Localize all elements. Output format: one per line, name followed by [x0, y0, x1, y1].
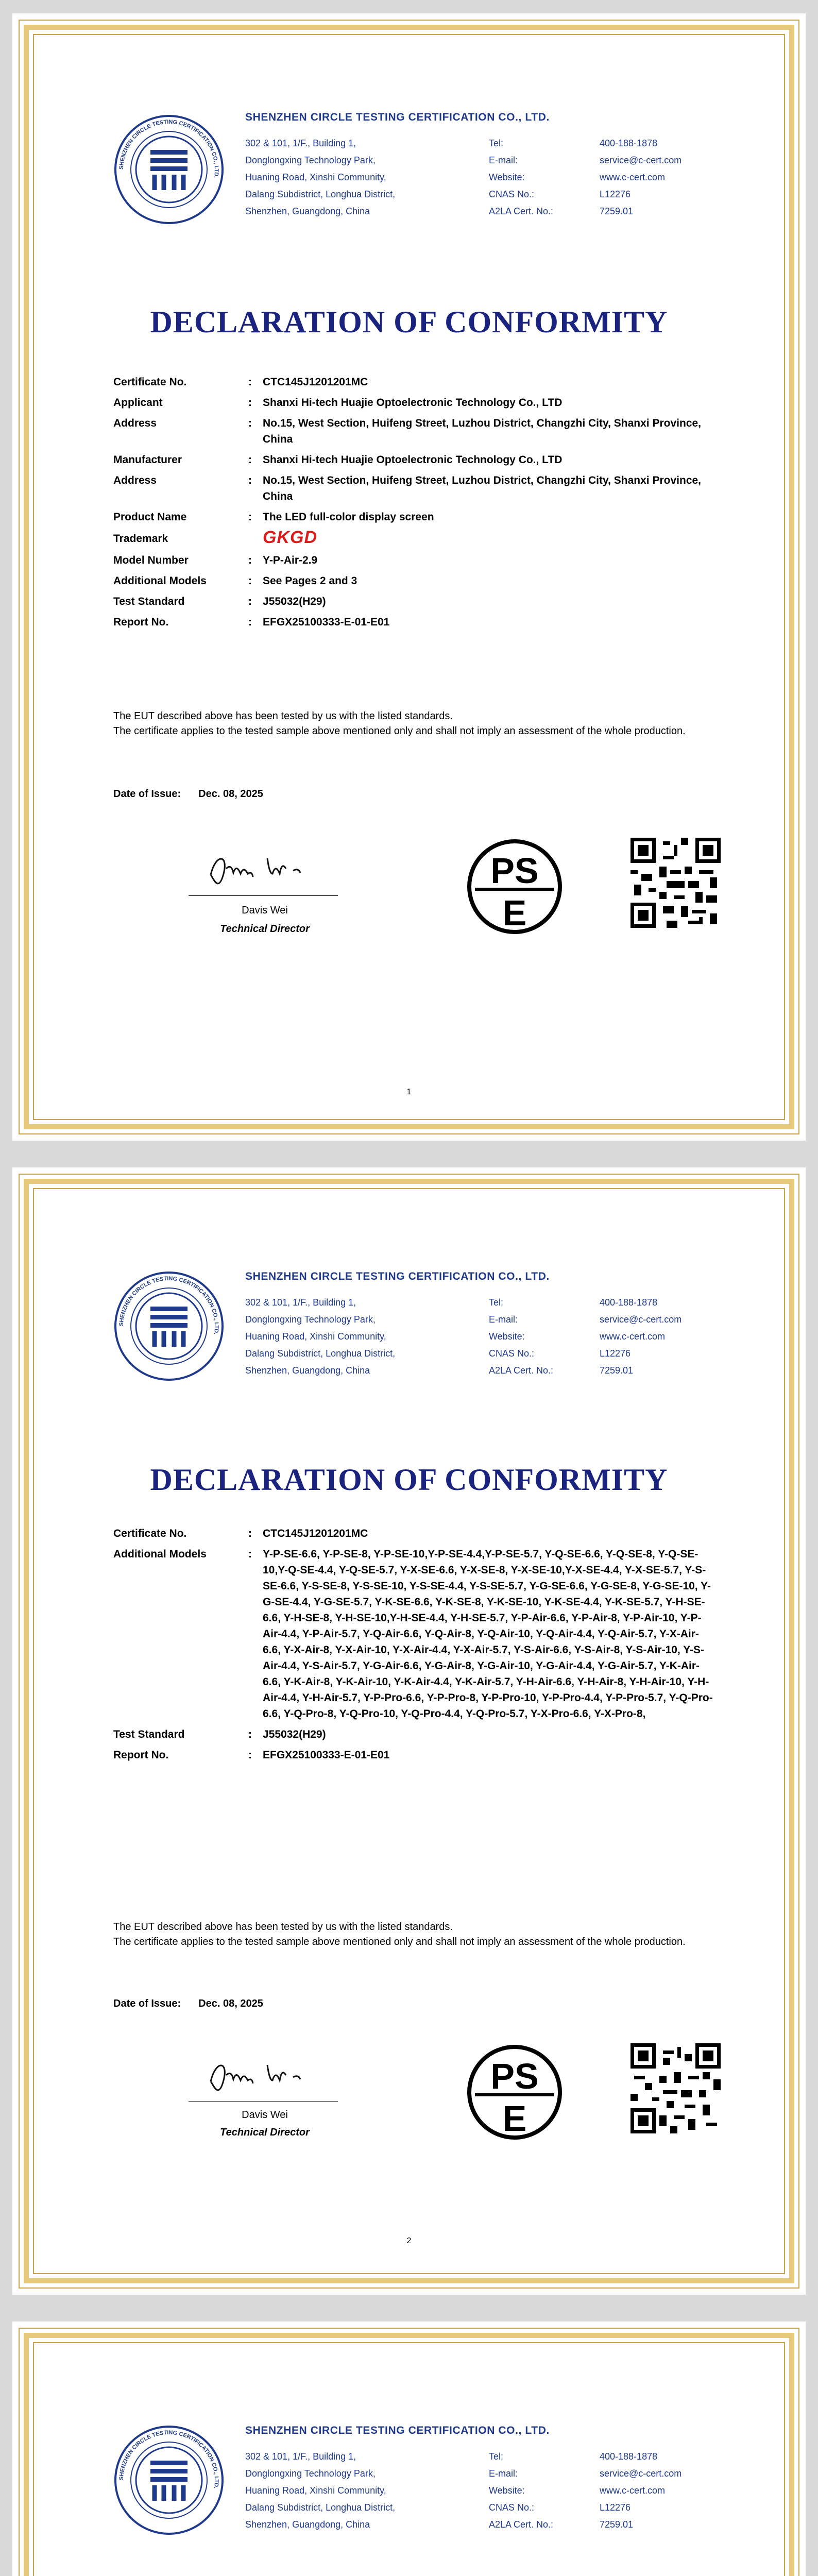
page-title: DECLARATION OF CONFORMITY: [150, 305, 668, 339]
field-trademark: Trademark GKGD: [113, 528, 317, 547]
certificate-page-2: [12, 1167, 806, 2295]
field-certificate-no: Certificate No. : CTC145J1201201MC: [113, 376, 368, 388]
page-number: 2: [406, 2236, 412, 2245]
contact-values: 400-188-1878 service@c-cert.com www.c-cert.com L12276 7259.01: [600, 1297, 682, 1376]
field-certificate-no: Certificate No. : CTC145J1201201MC: [113, 1528, 368, 1539]
certificate-page-1: [12, 13, 806, 1141]
field-manufacturer: Manufacturer : Shanxi Hi-tech Huajie Optoelectronic Technology Co., LTD: [113, 454, 563, 466]
field-test-standard: Test Standard : J55032(H29): [113, 596, 326, 607]
page-title: DECLARATION OF CONFORMITY: [150, 1463, 668, 1497]
svg-text:PS: PS: [490, 2056, 539, 2096]
contact-values: 400-188-1878 service@c-cert.com www.c-cert.com L12276 7259.01: [600, 138, 682, 216]
certificate-fields: [113, 1526, 713, 1768]
svg-text:PS: PS: [490, 851, 539, 891]
field-product-name: Product Name : The LED full-color display screen: [113, 511, 434, 523]
statement: The EUT described above has been tested by us with the listed standards. The certificate applies to the tested sample above mentioned only and shall not imply an assessment of the whole production.: [113, 710, 686, 737]
trademark-logo: GKGD: [263, 528, 317, 547]
company-address: 302 & 101, 1/F., Building 1, Donglongxing Technology Park, Huaning Road, Xinshi Community, Dalang Subdistrict, Longhua District, Shenzhen, Guangdong, China: [245, 2451, 396, 2530]
certificate-page-3: [12, 2321, 806, 2576]
company-name: SHENZHEN CIRCLE TESTING CERTIFICATION CO., LTD.: [245, 111, 550, 123]
seal-text: SHENZHEN CIRCLE TESTING CERTIFICATION CO., LTD.: [118, 118, 220, 179]
statement: The EUT described above has been tested by us with the listed standards. The certificate applies to the tested sample above mentioned only and shall not imply an assessment of the whole production.: [113, 1921, 686, 1947]
field-additional-models: Additional Models : See Pages 2 and 3: [113, 575, 357, 587]
field-additional-models: Additional Models : Y-P-SE-6.6, Y-P-SE-8, Y-P-SE-10,Y-P-SE-4.4,Y-P-SE-5.7, Y-Q-SE-6.6, Y-Q-SE-8, Y-Q-SE-10,Y-Q-SE-4.4, Y-Q-SE-5.7, Y-X-SE-6.6, Y-X-SE-8, Y-X-SE-10,Y-X-SE-4.4, Y-X-SE-5.7, Y-S-SE-6.6, Y-S-SE-8, Y-S-SE-10, Y-S-SE-4.4, Y-S-SE-5.7, Y-G-SE-6.6, Y-G-SE-8, Y-G-SE-10, Y-G-SE-4.4, Y-G-SE-5.7, Y-K-SE-6.6, Y-K-SE-8, Y-K-SE-10, Y-K-SE-4.4, Y-K-SE-5.7, Y-H-SE-6.6, Y-H-SE-8, Y-H-SE-10,Y-H-SE-4.4, Y-H-SE-5.7, Y-P-Air-6.6, Y-P-Air-8, Y-P-Air-10, Y-P-Air-4.4, Y-P-Air-5.7, Y-Q-Air-6.6, Y-Q-Air-8, Y-Q-Air-10, Y-Q-Air-4.4, Y-Q-Air-5.7, Y-X-Air-6.6, Y-X-Air-8, Y-X-Air-10, Y-X-Air-4.4, Y-X-Air-5.7, Y-S-Air-6.6, Y-S-Air-8, Y-S-Air-10, Y-S-Air-4.4, Y-S-Air-5.7, Y-G-Air-6.6, Y-G-Air-8, Y-G-Air-10, Y-G-Air-4.4, Y-G-Air-5.7, Y-K-Air-6.6, Y-K-Air-8, Y-K-Air-10, Y-K-Air-4.4, Y-K-Air-5.7, Y-H-Air-6.6, Y-H-Air-8, Y-H-Air-10, Y-H-Air-4.4, Y-H-Air-5.7, Y-P-Pro-6.6, Y-P-Pro-8, Y-P-Pro-10, Y-P-Pro-4.4, Y-P-Pro-5.7, Y-Q-Pro-6.6, Y-Q-Pro-8, Y-Q-Pro-10, Y-Q-Pro-4.4, Y-Q-Pro-5.7, Y-X-Pro-6.6, Y-X-Pro-8,: [113, 1548, 713, 1720]
signatory-title: Technical Director: [220, 2127, 310, 2138]
company-seal-logo: [113, 114, 225, 225]
field-model-number: Model Number : Y-P-Air-2.9: [113, 554, 318, 566]
contact-values: 400-188-1878 service@c-cert.com www.c-cert.com L12276 7259.01: [600, 2451, 682, 2530]
field-applicant-address: Address : No.15, West Section, Huifeng Street, Luzhou District, Changzhi City, Shanxi Province, China: [113, 417, 702, 445]
company-name: SHENZHEN CIRCLE TESTING CERTIFICATION CO., LTD.: [245, 2425, 550, 2436]
page-number: 1: [406, 1088, 412, 1096]
qr-code[interactable]: [630, 838, 721, 928]
certificate-fields: [113, 374, 713, 635]
date-of-issue: Date of Issue: Dec. 08, 2025: [113, 1998, 263, 2009]
field-report-no: Report No. : EFGX25100333-E-01-E01: [113, 1749, 390, 1761]
company-address: 302 & 101, 1/F., Building 1, Donglongxing Technology Park, Huaning Road, Xinshi Community, Dalang Subdistrict, Longhua District, Shenzhen, Guangdong, China: [245, 138, 396, 216]
pse-mark: [466, 2043, 564, 2141]
date-of-issue: Date of Issue: Dec. 08, 2025: [113, 788, 263, 800]
signatory-title: Technical Director: [220, 923, 310, 935]
contact-labels: Tel: E-mail: Website: CNAS No.: A2LA Cert. No.:: [489, 138, 554, 216]
svg-text:E: E: [502, 893, 527, 933]
pse-mark: [466, 838, 564, 936]
company-seal-logo: [113, 2425, 225, 2536]
qr-code[interactable]: [630, 2043, 721, 2133]
company-seal-logo: [113, 1270, 225, 1382]
field-test-standard: Test Standard : J55032(H29): [113, 1728, 326, 1740]
signature-image: [190, 848, 334, 889]
seal-text: SHENZHEN CIRCLE TESTING CERTIFICATION CO., LTD.: [118, 2429, 220, 2489]
contact-labels: Tel: E-mail: Website: CNAS No.: A2LA Cert. No.:: [489, 1297, 554, 1376]
contact-labels: Tel: E-mail: Website: CNAS No.: A2LA Cert. No.:: [489, 2451, 554, 2530]
signature-line: [189, 2101, 338, 2102]
svg-text:E: E: [502, 2098, 527, 2139]
signatory-name: Davis Wei: [242, 2109, 288, 2121]
signature-image: [190, 2055, 334, 2096]
field-report-no: Report No. : EFGX25100333-E-01-E01: [113, 616, 390, 628]
field-applicant: Applicant : Shanxi Hi-tech Huajie Optoelectronic Technology Co., LTD: [113, 397, 563, 409]
seal-text: SHENZHEN CIRCLE TESTING CERTIFICATION CO., LTD.: [118, 1275, 220, 1335]
company-name: SHENZHEN CIRCLE TESTING CERTIFICATION CO., LTD.: [245, 1270, 550, 1282]
signatory-name: Davis Wei: [242, 905, 288, 916]
field-manufacturer-address: Address : No.15, West Section, Huifeng Street, Luzhou District, Changzhi City, Shanxi Province, China: [113, 474, 702, 502]
company-address: 302 & 101, 1/F., Building 1, Donglongxing Technology Park, Huaning Road, Xinshi Community, Dalang Subdistrict, Longhua District, Shenzhen, Guangdong, China: [245, 1297, 396, 1376]
signature-line: [189, 895, 338, 896]
